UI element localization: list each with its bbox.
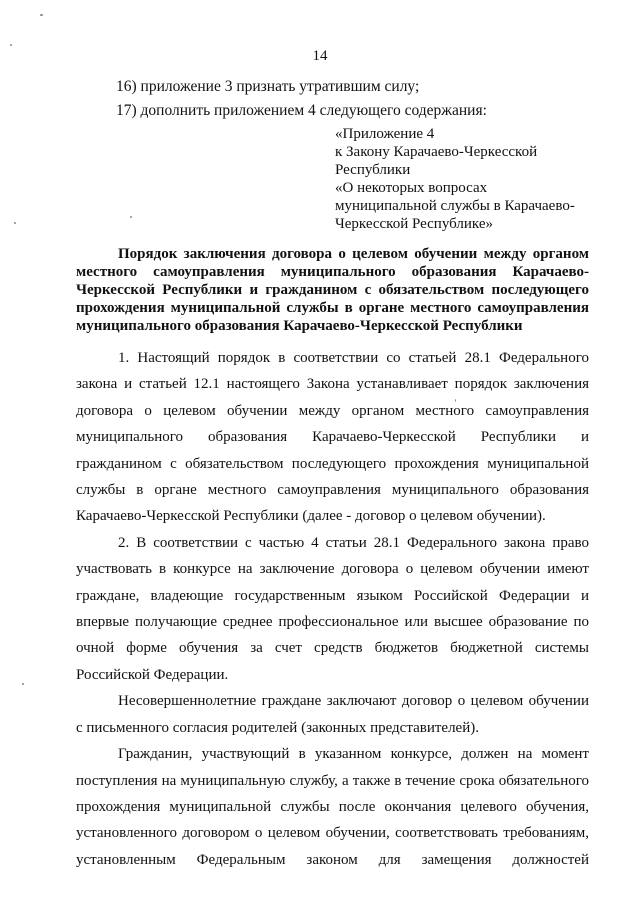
amendment-item-16: 16) приложение 3 признать утратившим силу; — [116, 78, 420, 95]
appendix-header-line: Республики — [335, 162, 411, 178]
paragraph-1: 1. Настоящий порядок в соответствии со статьей 28.1 Федерального закона и статьей 12.1 настоящего Закона устанавливает порядок заключения договора о целевом обучении между органом местного самоуправления муниципального образования Карачаево-Черкесской Республики и гражданином с обязательством последующего прохождения муниципальной службы в органе местного самоуправления муниципального образования Карачаево-Черкесской Республики (далее - договор о целевом обучении). — [76, 350, 589, 525]
appendix-header-line: Черкесской Республике» — [335, 216, 493, 232]
paragraph-3: Несовершеннолетние граждане заключают договор о целевом обучении с письменного согласия родителей (законных представителей). — [76, 693, 589, 736]
scan-speck — [455, 399, 456, 402]
scan-speck — [130, 216, 132, 218]
appendix-header — [335, 125, 585, 233]
appendix-header-line: «О некоторых вопросах — [335, 180, 488, 196]
appendix-header-line: муниципальной службы в Карачаево- — [335, 198, 575, 214]
scan-speck — [10, 44, 12, 46]
amendment-item-17: 17) дополнить приложением 4 следующего содержания: — [116, 102, 487, 119]
appendix-header-line: к Закону Карачаево-Черкесской — [335, 144, 538, 160]
page-number: 14 — [312, 48, 328, 64]
body-text — [76, 345, 589, 873]
paragraph-4: Гражданин, участвующий в указанном конкурсе, должен на момент поступления на муниципальную службу, а также в течение срока обязательного прохождения муниципальной службы после окончания целевого обучения, установленного договором о целевом обучении, соответствовать требованиям, установленным Федеральным законом для замещения должностей — [76, 746, 589, 868]
appendix-header-line: «Приложение 4 — [335, 126, 435, 142]
scan-speck — [40, 14, 43, 16]
scan-speck — [22, 683, 24, 685]
scan-speck — [14, 222, 16, 224]
paragraph-2: 2. В соответствии с частью 4 статьи 28.1 Федерального закона право участвовать в конкурсе на заключение договора о целевом обучении имеют граждане, владеющие государственным языком Российской Федерации и впервые получающие среднее профессиональное или высшее образование по очной форме обучения за счет средств бюджетов бюджетной системы Российской Федерации. — [76, 534, 589, 683]
section-title: Порядок заключения договора о целевом обучении между органом местного самоуправления муниципального образования Карачаево-Черкесской Республики и гражданином с обязательством последующего прохождения муниципальной службы в органе местного самоуправления муниципального образования Карачаево-Черкесской Республики — [76, 246, 589, 334]
